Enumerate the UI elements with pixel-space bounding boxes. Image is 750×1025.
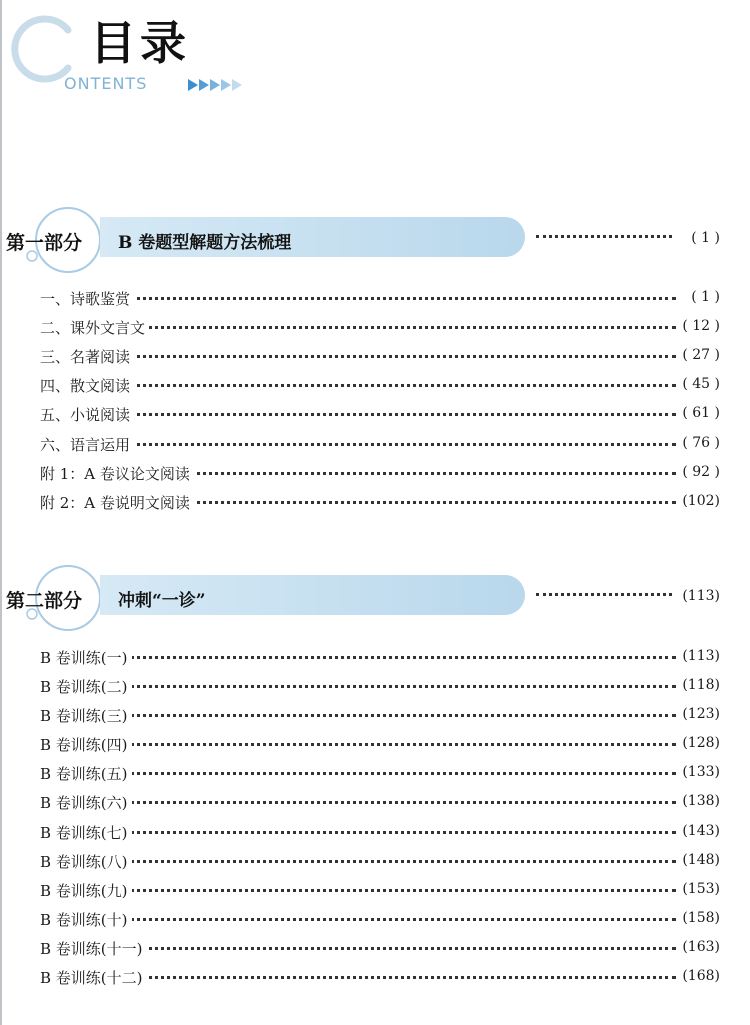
toc-entry-page: ( 1 ) bbox=[691, 289, 720, 305]
leader-dots bbox=[40, 743, 676, 746]
toc-entry[interactable] bbox=[0, 763, 750, 785]
section-header-1[interactable] bbox=[0, 212, 750, 272]
section-header-2[interactable] bbox=[0, 570, 750, 630]
leader-dots bbox=[40, 355, 676, 358]
toc-entry-page: (148) bbox=[682, 852, 720, 868]
toc-entry[interactable] bbox=[0, 851, 750, 873]
leader-dots bbox=[40, 801, 676, 804]
toc-entry[interactable] bbox=[0, 705, 750, 727]
leader-dots bbox=[536, 235, 672, 238]
toc-entry-page: (153) bbox=[682, 881, 720, 897]
section-page-number: (113) bbox=[682, 588, 720, 604]
toc-entry-page: (123) bbox=[682, 706, 720, 722]
toc-entry-label: 四、散文阅读 bbox=[40, 375, 134, 396]
section-label: 第二部分 bbox=[6, 590, 83, 612]
toc-entry-label: 五、小说阅读 bbox=[40, 404, 134, 425]
leader-dots bbox=[40, 297, 676, 300]
leader-dots bbox=[40, 413, 676, 416]
toc-entry-label: 六、语言运用 bbox=[40, 434, 134, 455]
toc-entry-label: B 卷训练(八) bbox=[40, 851, 132, 872]
leader-dots bbox=[40, 831, 676, 834]
toc-entry-page: ( 61 ) bbox=[682, 405, 720, 421]
leader-dots bbox=[40, 918, 676, 921]
toc-entry-page: (118) bbox=[682, 677, 720, 693]
toc-entry-label: B 卷训练(六) bbox=[40, 792, 132, 813]
section-title: B 卷题型解题方法梳理 bbox=[118, 233, 292, 253]
toc-entry-page: (163) bbox=[682, 939, 720, 955]
toc-entry[interactable] bbox=[0, 734, 750, 756]
toc-entry-label: 附 1：A 卷议论文阅读 bbox=[40, 463, 194, 484]
toc-entry[interactable] bbox=[0, 647, 750, 669]
toc-entry[interactable] bbox=[0, 492, 750, 514]
toc-entry-label: B 卷训练(三) bbox=[40, 705, 132, 726]
toc-entry[interactable] bbox=[0, 822, 750, 844]
toc-entry[interactable] bbox=[0, 317, 750, 339]
toc-entry[interactable] bbox=[0, 434, 750, 456]
toc-entry[interactable] bbox=[0, 676, 750, 698]
toc-entry[interactable] bbox=[0, 375, 750, 397]
leader-dots bbox=[40, 685, 676, 688]
toc-entry[interactable] bbox=[0, 909, 750, 931]
toc-entry[interactable] bbox=[0, 463, 750, 485]
arrows-icon bbox=[188, 78, 248, 92]
toc-entry-page: ( 92 ) bbox=[682, 464, 720, 480]
toc-entry-label: 附 2：A 卷说明文阅读 bbox=[40, 492, 194, 513]
toc-entry[interactable] bbox=[0, 792, 750, 814]
toc-entry-page: (113) bbox=[682, 648, 720, 664]
leader-dots bbox=[40, 889, 676, 892]
toc-entry-page: (102) bbox=[682, 493, 720, 509]
toc-entry-label: 二、课外文言文 bbox=[40, 317, 149, 338]
toc-entry-label: B 卷训练(一) bbox=[40, 647, 132, 668]
toc-entry-page: (158) bbox=[682, 910, 720, 926]
page-title: 目录 bbox=[90, 16, 190, 70]
toc-entry-label: 一、诗歌鉴赏 bbox=[40, 288, 134, 309]
toc-entry[interactable] bbox=[0, 967, 750, 989]
leader-dots bbox=[40, 443, 676, 446]
toc-entry-page: (168) bbox=[682, 968, 720, 984]
leader-dots bbox=[536, 593, 672, 596]
toc-entry-label: B 卷训练(四) bbox=[40, 734, 132, 755]
toc-entry-label: B 卷训练(十二) bbox=[40, 967, 147, 988]
toc-entry-label: B 卷训练(十) bbox=[40, 909, 132, 930]
toc-entry-page: (143) bbox=[682, 823, 720, 839]
toc-entry-page: (133) bbox=[682, 764, 720, 780]
toc-entry-label: 三、名著阅读 bbox=[40, 346, 134, 367]
toc-entry-page: (128) bbox=[682, 735, 720, 751]
section-label: 第一部分 bbox=[6, 232, 83, 254]
toc-entry[interactable] bbox=[0, 404, 750, 426]
leader-dots bbox=[40, 860, 676, 863]
toc-entry-label: B 卷训练(七) bbox=[40, 822, 132, 843]
toc-entry[interactable] bbox=[0, 938, 750, 960]
toc-entry[interactable] bbox=[0, 346, 750, 368]
section-title: 冲刺“一诊” bbox=[118, 591, 206, 611]
toc-entry-page: (138) bbox=[682, 793, 720, 809]
toc-entry[interactable] bbox=[0, 880, 750, 902]
leader-dots bbox=[40, 384, 676, 387]
toc-entry-page: ( 45 ) bbox=[682, 376, 720, 392]
toc-entry-page: ( 76 ) bbox=[682, 435, 720, 451]
toc-entry-page: ( 27 ) bbox=[682, 347, 720, 363]
toc-entry-label: B 卷训练(二) bbox=[40, 676, 132, 697]
toc-entry-page: ( 12 ) bbox=[682, 318, 720, 334]
leader-dots bbox=[40, 656, 676, 659]
toc-entry-label: B 卷训练(五) bbox=[40, 763, 132, 784]
section-page-number: ( 1 ) bbox=[691, 230, 720, 246]
leader-dots bbox=[40, 714, 676, 717]
toc-entry-label: B 卷训练(九) bbox=[40, 880, 132, 901]
toc-entry[interactable] bbox=[0, 288, 750, 310]
contents-word: ONTENTS bbox=[64, 74, 148, 93]
leader-dots bbox=[40, 772, 676, 775]
toc-entry-label: B 卷训练(十一) bbox=[40, 938, 147, 959]
